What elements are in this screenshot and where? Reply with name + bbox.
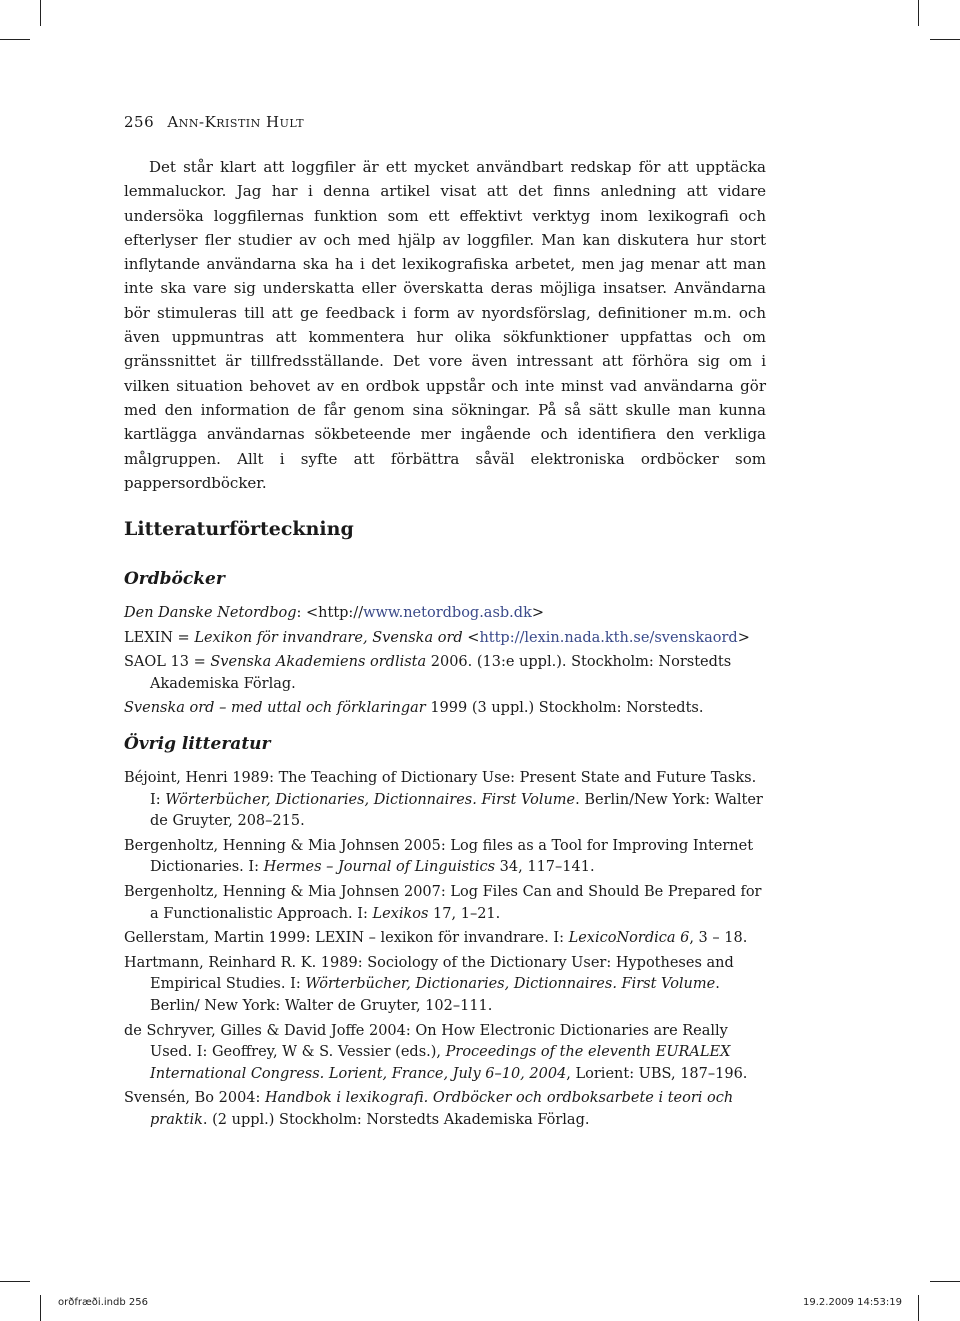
ref-title: Lexikos [372,905,429,922]
list-item [124,698,766,720]
ref-text: > [737,629,750,646]
ref-text: : <http:// [296,605,364,621]
crop-mark [930,39,960,40]
ref-link[interactable]: http://lexin.nada.kth.se/svenskaord [479,629,738,646]
ref-text: Bergenholtz, Henning & Mia Johnsen 2007: Log Files Can and Should Be Prepared for a Functionalistic Approach. I: [124,883,762,922]
list-item [124,882,766,925]
dictionary-list [124,603,766,723]
ref-title: Wörterbücher, Dictionaries, Dictionnaires. First Volume [305,976,716,993]
ref-text: 2006. (13:e uppl.). Stockholm: Norstedts Akademiska Förlag. [150,654,732,692]
list-item [124,603,766,625]
ref-text: . Berlin/New York: Walter de Gruyter, 208–215. [150,791,763,830]
ref-text: SAOL 13 = [124,654,211,671]
ref-text: . Berlin/ New York: Walter de Gruyter, 102–111. [150,976,720,1014]
page-number: 256 [124,113,155,131]
ref-title: Hermes – Journal of Linguistics [263,859,496,876]
ref-text: de Schryver, Gilles & David Joffe 2004: On How Electronic Dictionaries are Really Used. I: Geoffrey, W & S. Vessier (eds.), [124,1022,728,1061]
crop-mark [918,1295,919,1321]
crop-mark [40,0,41,26]
list-item [124,953,766,1018]
ref-title: Svenska ord – med uttal och förklaringar [124,700,426,717]
body-paragraph: Det står klart att loggfiler är ett mycket användbart redskap för att upptäcka lemmaluckor. Jag har i denna artikel visat att det finns anledning att vidare undersöka loggfilernas funktion som ett effektivt verktyg inom lexikografi och efterlyser fler studier av och med hjälp av loggfiler. Man kan diskutera hur stort inflytande användarna ska ha i det lexikografiska arbetet, men jag menar att man inte ska vare sig underskatta eller överskatta deras möjliga insatser. Användarna bör stimuleras till att ge feedback i form av nyordsförslag, definitioner m.m. och även uppmuntras att kommentera hur olika sökfunktioner uppfattas och om gränssnittet är tillfredsställande. Det vore även intressant att förhöra sig om i vilken situation behovet av en ordbok uppstår och inte minst vad användarna gör med den information de får genom sina sökningar. På så sätt skulle man kunna kartlägga användarnas sökbeteende mer ingående och identifiera den verkliga målgruppen. Allt i syfte att förbättra såväl elektroniska ordböcker som pappersordböcker. [124,158,766,492]
crop-mark [0,1281,30,1282]
ref-text: Bergenholtz, Henning & Mia Johnsen 2005: Log files as a Tool for Improving Internet Dictionaries. I: [124,837,754,876]
ref-text: . (2 uppl.) Stockholm: Norstedts Akademiska Förlag. [202,1111,590,1128]
ref-text: 34, 117–141. [495,859,595,876]
crop-mark [40,1295,41,1321]
ref-title: Svenska Akademiens ordlista [210,654,427,671]
ref-title: Wörterbücher, Dictionaries, Dictionnaires. First Volume [165,791,576,808]
ref-text: LEXIN = [124,629,195,646]
list-item [124,628,766,650]
ref-title: Handbok i lexikografi. Ordböcker och ordboksarbete i teori och praktik [150,1090,734,1128]
footer-file-info: orðfræði.indb 256 [58,1297,148,1308]
list-item [124,1021,766,1086]
list-item [124,768,766,833]
ref-text: Béjoint, Henri 1989: The Teaching of Dictionary Use: Present State and Future Tasks. I: [124,770,757,808]
running-header [124,113,304,131]
list-item [124,1088,766,1131]
ref-text: 1999 (3 uppl.) Stockholm: Norstedts. [425,700,704,717]
heading-literature: Litteraturförteckning [124,518,354,540]
heading-dictionaries: Ordböcker [124,569,225,589]
list-item [124,928,766,950]
ref-text: < [462,629,480,646]
ref-title: Lexikon för invandrare, Svenska ord [194,629,463,646]
crop-mark [930,1281,960,1282]
crop-mark [0,39,30,40]
ref-text: Gellerstam, Martin 1999: LEXIN – lexikon för invandrare. I: [124,930,569,947]
crop-mark [918,0,919,26]
ref-text: Svensén, Bo 2004: [124,1090,266,1107]
ref-text: Hartmann, Reinhard R. K. 1989: Sociology of the Dictionary User: Hypotheses and Empirical Studies. I: [124,954,734,993]
list-item [124,836,766,879]
ref-title: Den Danske Netordbog [124,605,297,621]
ref-text: 17, 1–21. [428,905,501,922]
literature-list [124,768,766,1135]
ref-title: LexicoNordica 6 [568,930,690,947]
list-item [124,652,766,695]
ref-text: > [531,605,545,621]
ref-link[interactable]: www.netordbog.asb.dk [363,605,532,621]
footer-timestamp: 19.2.2009 14:53:19 [803,1297,902,1308]
ref-text: , 3 – 18. [689,930,748,947]
ref-title: Proceedings of the eleventh EURALEX International Congress. Lorient, France, July 6–10, 2004 [150,1044,731,1082]
ref-text: , Lorient: UBS, 187–196. [566,1065,748,1082]
heading-other-literature: Övrig litteratur [124,734,271,754]
running-header-author: Ann-Kristin Hult [167,113,305,131]
